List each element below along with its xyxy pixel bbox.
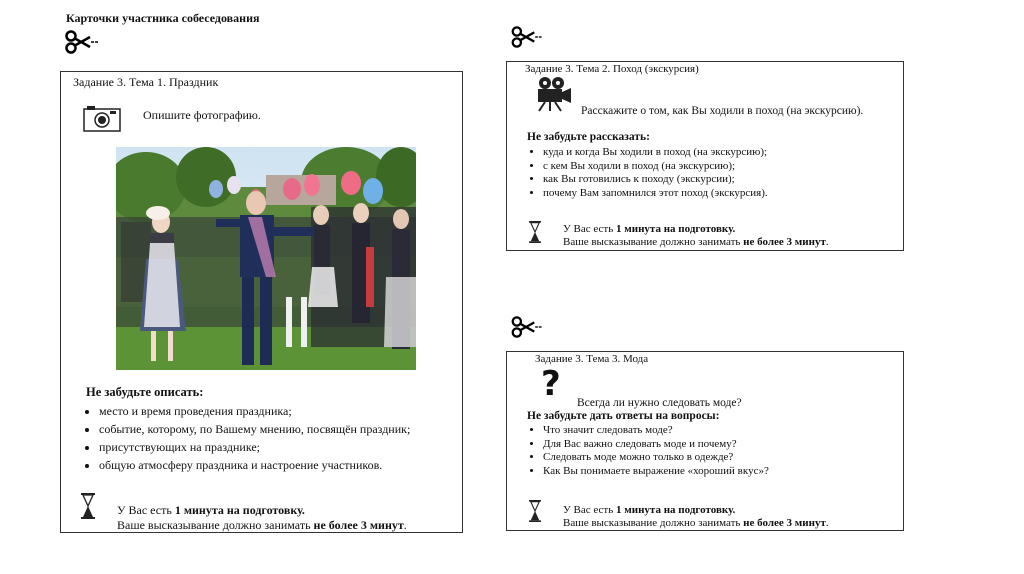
hourglass-icon <box>529 221 541 248</box>
card-title: Задание 3. Тема 1. Праздник <box>73 75 219 89</box>
speech-time-text: Ваше высказывание должно занимать не более 3 минут. <box>117 518 407 532</box>
prep-time-text: У Вас есть 1 минута на подготовку. <box>117 503 305 517</box>
describe-list <box>83 402 469 474</box>
list-item: • куда и когда Вы ходили в поход (на экскурсию); <box>543 146 903 160</box>
hourglass-icon <box>81 493 95 524</box>
hourglass-icon <box>529 500 541 527</box>
page-header: Карточки участника собеседования <box>66 11 260 25</box>
list-item: • Следовать моде можно только в одежде? <box>543 451 903 465</box>
scissors-icon <box>64 30 98 59</box>
camera-icon <box>83 104 121 137</box>
list-item: • присутствующих на празднике; <box>99 438 469 456</box>
card-hike <box>506 61 904 251</box>
list-item: • Как Вы понимаете выражение «хороший вкус»? <box>543 465 903 479</box>
remember-heading: Не забудьте описать: <box>86 385 204 399</box>
questions-list <box>527 424 903 478</box>
scissors-icon <box>510 26 542 53</box>
prep-time-text: У Вас есть 1 минута на подготовку. <box>563 504 736 516</box>
list-item: • Для Вас важно следовать моде и почему? <box>543 438 903 452</box>
speech-time-text: Ваше высказывание должно занимать не более 3 минут. <box>563 517 829 529</box>
list-item: • общую атмосферу праздника и настроение участников. <box>99 456 469 474</box>
tell-list <box>527 146 903 200</box>
remember-heading: Не забудьте рассказать: <box>527 131 650 143</box>
remember-heading: Не забудьте дать ответы на вопросы: <box>527 410 720 422</box>
speech-time-text: Ваше высказывание должно занимать не более 3 минут. <box>563 236 829 248</box>
prep-time-text: У Вас есть 1 минута на подготовку. <box>563 223 736 235</box>
card-title: Задание 3. Тема 3. Мода <box>535 353 649 365</box>
card-holiday <box>60 71 463 533</box>
list-item: • Что значит следовать моде? <box>543 424 903 438</box>
question-mark-icon: ? <box>541 364 561 404</box>
card-question: Всегда ли нужно следовать моде? <box>577 397 742 409</box>
card-title: Задание 3. Тема 2. Поход (экскурсия) <box>525 63 699 75</box>
list-item: • почему Вам запомнился этот поход (экскурсия). <box>543 187 903 201</box>
card-fashion <box>506 351 904 531</box>
film-camera-icon <box>533 76 573 117</box>
list-item: • как Вы готовились к походу (экскурсии); <box>543 173 903 187</box>
list-item: • место и время проведения праздника; <box>99 402 469 420</box>
list-item: • с кем Вы ходили в поход (на экскурсию); <box>543 160 903 174</box>
graduation-photo <box>116 147 416 370</box>
card-instruction: Расскажите о том, как Вы ходили в поход (на экскурсию). <box>581 105 864 117</box>
scissors-icon <box>510 316 542 343</box>
list-item: • событие, которому, по Вашему мнению, посвящён праздник; <box>99 420 469 438</box>
card-instruction: Опишите фотографию. <box>143 108 261 122</box>
